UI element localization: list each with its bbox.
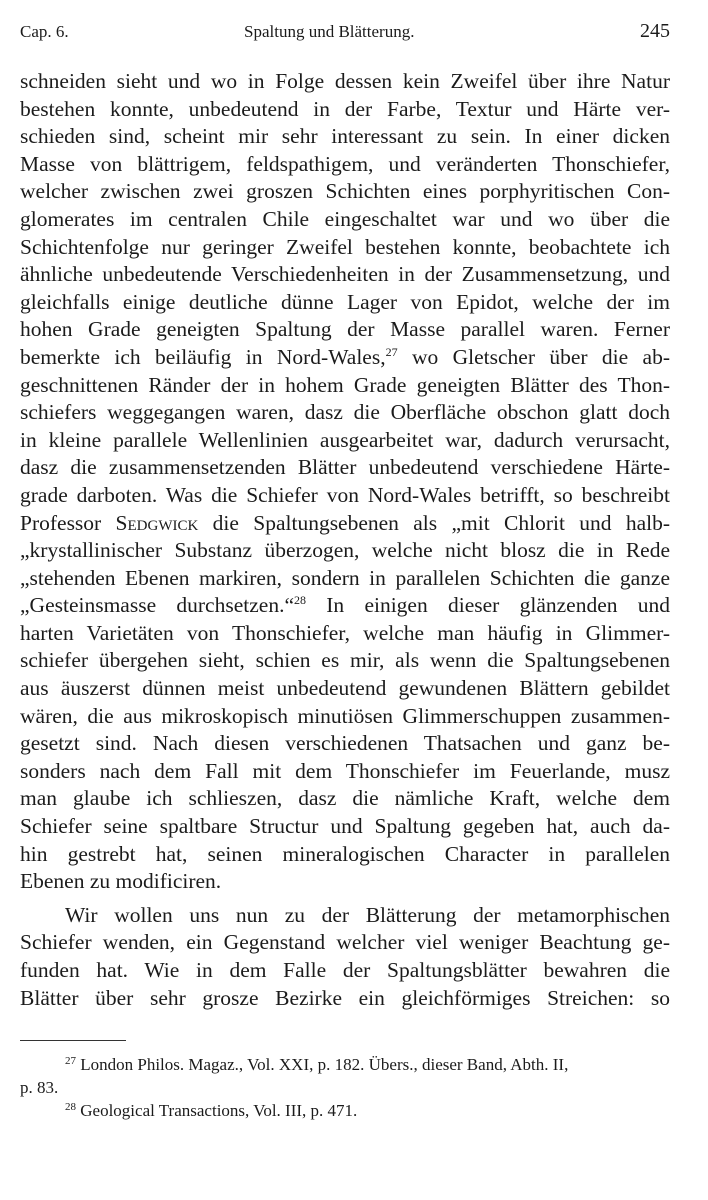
- chapter-label: Cap. 6.: [20, 22, 69, 41]
- text-line: gleichfalls einige deutliche dünne Lager von Epidot, welche der im: [20, 289, 670, 314]
- text-line: grade darboten. Was die Schiefer von Nord-Wales betrifft, so beschreibt: [20, 482, 670, 507]
- footnote-number: 28: [65, 1101, 76, 1114]
- text-line: wären, die aus mikroskopisch minutiösen Glimmerschuppen zusammen-: [20, 703, 670, 728]
- text-line: „stehenden Ebenen markiren, sondern in parallelen Schichten die ganze: [20, 565, 670, 590]
- text-line-with-footnote-ref: [20, 344, 670, 372]
- text-line: Schiefer seine spaltbare Structur und Spaltung gegeben hat, auch da-: [20, 814, 670, 839]
- text-line: hin gestrebt hat, seinen mineralogischen Character in parallelen: [20, 841, 670, 866]
- footnote-divider: [20, 1040, 126, 1041]
- author-name: Sedgwick: [115, 510, 199, 535]
- text-line: funden hat. Wie in dem Falle der Spaltungsblätter bewahren die: [20, 958, 670, 982]
- running-header: [20, 18, 670, 50]
- text-line: Blätter über sehr grosze Bezirke ein gleichförmiges Streichen: so: [20, 985, 670, 1010]
- footnote-27-continuation: p. 83.: [20, 1078, 59, 1098]
- text-line: dasz die zusammensetzenden Blätter unbedeutend verschiedene Härte-: [20, 455, 670, 480]
- text-line: „krystallinischer Substanz überzogen, welche nicht blosz die in Rede: [20, 538, 670, 563]
- text-line: gesetzt sind. Nach diesen verschiedenen Thatsachen und ganz be-: [20, 731, 670, 756]
- line-segment: In einigen dieser glänzenden und: [306, 593, 671, 618]
- footnote-28: [20, 1099, 670, 1122]
- running-title: Spaltung und Blätterung.: [244, 22, 415, 41]
- text-line: sonders nach dem Fall mit dem Thonschiefer im Feuerlande, musz: [20, 758, 670, 783]
- text-line: man glaube ich schlieszen, dasz die nämliche Kraft, welche dem: [20, 786, 670, 811]
- line-segment: Professor: [20, 510, 116, 535]
- line-segment: bemerkte ich beiläufig in Nord-Wales,: [20, 344, 386, 369]
- footnote-reference-28[interactable]: 28: [294, 593, 306, 608]
- text-line: aus äuszerst dünnen meist unbedeutend gewundenen Blättern gebildet: [20, 676, 670, 701]
- footnote-text: London Philos. Magaz., Vol. XXI, p. 182. Übers., dieser Band, Abth. II,: [80, 1055, 569, 1075]
- text-line: geschnittenen Ränder der in hohem Grade geneigten Blätter des Thon-: [20, 372, 670, 397]
- text-line: schiefers weggegangen waren, dasz die Oberfläche obschon glatt doch: [20, 400, 670, 425]
- page-number: 245: [640, 20, 670, 42]
- text-line: bestehen konnte, unbedeutend in der Farbe, Textur und Härte ver-: [20, 96, 670, 121]
- text-line: Masse von blättrigem, feldspathigem, und veränderten Thonschiefer,: [20, 151, 670, 176]
- footnote-text: Geological Transactions, Vol. III, p. 471.: [80, 1101, 358, 1121]
- text-line: welcher zwischen zwei groszen Schichten eines porphyritischen Con-: [20, 179, 670, 204]
- main-text: [20, 68, 670, 1012]
- text-line: schiefer übergehen sieht, schien es mir, als wenn die Spaltungsebenen: [20, 648, 670, 673]
- text-line: hohen Grade geneigten Spaltung der Masse parallel waren. Ferner: [20, 317, 670, 342]
- text-line: harten Varietäten von Thonschiefer, welche man häufig in Glimmer-: [20, 620, 670, 645]
- footnote-number: 27: [65, 1055, 76, 1068]
- footnotes: [20, 1053, 670, 1122]
- text-line-with-name: [20, 510, 670, 538]
- text-line: schneiden sieht und wo in Folge dessen kein Zweifel über ihre Natur: [20, 69, 670, 93]
- text-line-with-footnote-ref: [20, 592, 670, 620]
- text-line: in kleine parallele Wellenlinien ausgearbeitet war, dadurch verursacht,: [20, 427, 670, 452]
- line-segment: „Gesteinsmasse durchsetzen.“: [20, 593, 294, 618]
- line-segment: die Spaltungsebenen als „mit Chlorit und halb-: [198, 510, 670, 535]
- text-line: ähnliche unbedeutende Verschiedenheiten in der Zusammensetzung, und: [20, 262, 670, 287]
- text-line: Schichtenfolge nur geringer Zweifel bestehen konnte, beobachtete ich: [20, 234, 670, 259]
- line-segment: wo Gletscher über die ab-: [397, 344, 671, 369]
- text-line: Ebenen zu modificiren.: [20, 869, 222, 894]
- text-line: glomerates im centralen Chile eingeschaltet war und wo über die: [20, 206, 670, 231]
- text-line: schieden sind, scheint mir sehr interessant zu sein. In einer dicken: [20, 124, 670, 149]
- text-line: Schiefer wenden, ein Gegenstand welcher viel weniger Beachtung ge-: [20, 930, 670, 955]
- text-line: Wir wollen uns nun zu der Blätterung der metamorphischen: [65, 902, 670, 927]
- footnote-27: [20, 1053, 670, 1076]
- footnote-reference-27[interactable]: 27: [385, 344, 398, 359]
